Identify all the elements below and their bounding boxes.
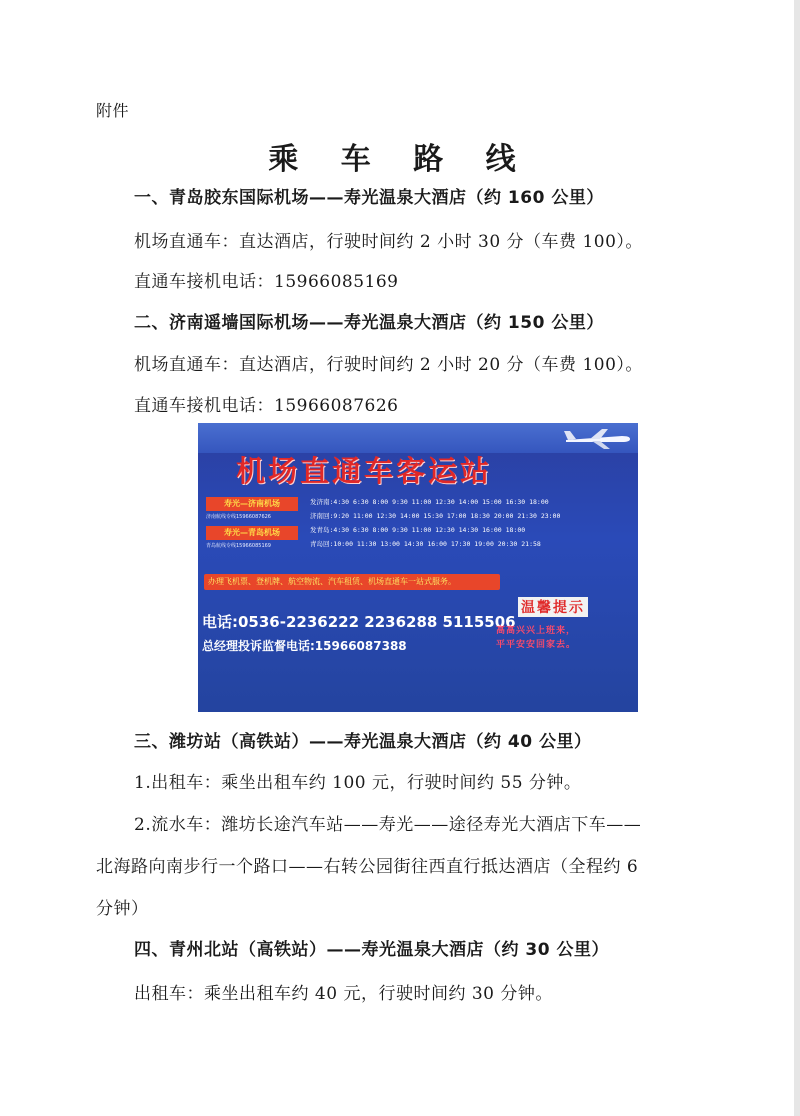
section-heading-2: 二、济南遥墙国际机场——寿光温泉大酒店（约 150 公里） xyxy=(134,313,604,333)
schedule-row-1: 发济南:4:30 6:30 8:00 9:30 11:00 12:30 14:00 15:00 16:30 18:00 xyxy=(310,498,549,506)
schedule-row-4: 青岛回:10:00 11:30 13:00 14:30 16:00 17:30 19:00 20:30 21:58 xyxy=(310,540,541,548)
page-title: 乘 车 路 线 xyxy=(268,142,532,177)
section-2-line-2: 直通车接机电话：15966087626 xyxy=(134,396,399,416)
attachment-label: 附件 xyxy=(96,101,130,120)
section-3-line-4: 分钟） xyxy=(96,899,149,919)
section-3-line-3: 北海路向南步行一个路口——右转公园街往西直行抵达酒店（全程约 6 xyxy=(96,857,639,877)
section-4-line-1: 出租车：乘坐出租车约 40 元，行驶时间约 30 分钟。 xyxy=(134,984,553,1004)
station-sign-photo xyxy=(198,423,638,712)
section-3-line-1: 1.出租车：乘坐出租车约 100 元，行驶时间约 55 分钟。 xyxy=(134,773,582,793)
airplane-icon xyxy=(562,427,632,451)
section-heading-3: 三、潍坊站（高铁站）——寿光温泉大酒店（约 40 公里） xyxy=(134,732,592,752)
photo-tip-line-1: 高高兴兴上班来， xyxy=(496,626,577,636)
schedule-row-2: 济南回:9:20 11:00 12:30 14:00 15:30 17:00 18:30 20:00 21:30 23:00 xyxy=(310,512,561,520)
section-heading-1: 一、青岛胶东国际机场——寿光温泉大酒店（约 160 公里） xyxy=(134,188,604,208)
photo-tip-title: 温馨提示 xyxy=(518,597,588,617)
section-2-line-1: 机场直通车：直达酒店，行驶时间约 2 小时 20 分（车费 100）。 xyxy=(134,355,643,375)
photo-sign-title: 机场直通车客运站 xyxy=(236,454,493,488)
photo-phone: 电话:0536-2236222 2236288 5115506 xyxy=(202,613,516,631)
section-3-line-2: 2.流水车：潍坊长途汽车站——寿光——途径寿光大酒店下车—— xyxy=(134,815,642,835)
photo-tip-line-2: 平平安安回家去。 xyxy=(496,640,577,650)
photo-route-1-sub: 济南航线专线15966087626 xyxy=(206,514,271,520)
schedule-row-3: 发青岛:4:30 6:30 8:00 9:30 11:00 12:30 14:30 16:00 18:00 xyxy=(310,526,526,534)
photo-services-banner: 办理飞机票、登机牌、航空物流、汽车租赁、机场直通车一站式服务。 xyxy=(204,574,500,590)
photo-route-2-sub: 青岛航线专线15966085169 xyxy=(206,543,271,549)
photo-route-1: 寿光—济南机场 xyxy=(206,497,298,511)
section-heading-4: 四、青州北站（高铁站）——寿光温泉大酒店（约 30 公里） xyxy=(134,940,609,960)
photo-complaint-phone: 总经理投诉监督电话:15966087388 xyxy=(202,639,407,653)
section-1-line-1: 机场直通车：直达酒店，行驶时间约 2 小时 30 分（车费 100）。 xyxy=(134,232,643,252)
photo-route-2: 寿光—青岛机场 xyxy=(206,526,298,540)
section-1-line-2: 直通车接机电话：15966085169 xyxy=(134,272,399,292)
